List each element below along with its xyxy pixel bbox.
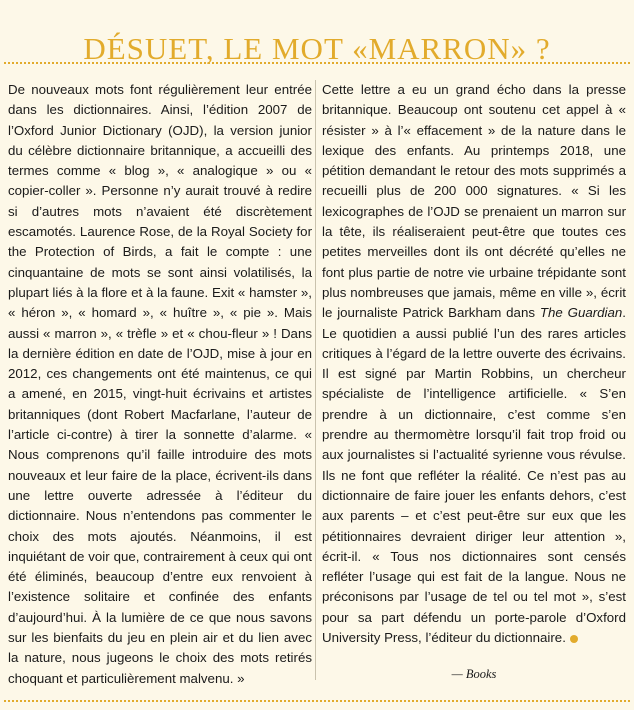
article-title: DÉSUET, LE MOT «MARRON» ? xyxy=(83,30,551,66)
right-column-text xyxy=(322,80,626,648)
right-text-part-1: Cette lettre a eu un grand écho dans la presse britannique. Beaucoup ont soutenu cet appel à « résister » à l’« effacement » de la nature dans le lexique des enfants. Au printemps 2018, une pétition demandant le retour des mots supprimés a recueilli plus de 200 000 signatures. « Si les lexicographes de l’OJD se prenaient un marron sur la tête, ils réaliseraient peut-être que toutes ces petites merveilles dont ils ont décrété qu’elles ne font plus partie de notre vie urbaine trépidante sont plus nombreuses que jamais, même en ville », écrit le journaliste Patrick Barkham dans xyxy=(322,82,626,321)
newspaper-name: The Guardian xyxy=(539,305,623,321)
left-column xyxy=(8,80,312,689)
article-source: — Books xyxy=(451,667,497,682)
right-column xyxy=(322,80,626,685)
left-column-text: De nouveaux mots font régulièrement leur entrée dans les dictionnaires. Ainsi, l’édition 2007 de l’Oxford Junior Dictionary (OJD), la version junior du célèbre dictionnaire britannique, a accueilli des termes comme « blog », « analogique » ou « copier-coller ». Personne n’y aurait trouvé à redire si d’autres mots n’avaient été discrètement escamotés. Laurence Rose, de la Royal Society for the Protection of Birds, a fait le compte : une cinquantaine de mots se sont ainsi volatilisés, la plupart liés à la flore et à la faune. Exit « hamster », « héron », « homard », « huître », « pie ». Mais aussi « marron », « trèfle » et « chou-fleur » ! Dans la dernière édition en date de l’OJD, mise à jour en 2012, ces changements ont été maintenus, ce qui a amené, en 2015, vingt-huit écrivains et artistes britanniques (dont Robert Macfarlane, l’auteur de l’article ci-contre) à tirer la sonnette d’alarme. « Nous comprenons qu’il faille introduire des mots nouveaux et leur faire de la place, écrivent-ils dans une lettre ouverte adressée à l’éditeur du dictionnaire. Nous n’entendons pas commenter le choix des mots ajoutés. Néanmoins, il est inquiétant de voir que, contrairement à ceux qui ont été éliminés, beaucoup d’entre eux renvoient à l’existence solitaire et confinée des enfants d’aujourd’hui. À la lumière de ce que nous savons sur les bienfaits du jeu en plein air et du lien avec la nature, nous jugeons le choix des mots retirés choquant et particulièrement malvenu. » xyxy=(8,82,312,686)
end-of-article-dot-icon xyxy=(570,635,578,643)
title-dotted-rule xyxy=(4,62,630,64)
right-text-part-2: . Le quotidien a aussi publié l’un des rares articles critiques à l’égard de la lettre ouverte des écrivains. Il est signé par Martin Robbins, un chercheur spécialiste de l’intelligence artificielle. « S’en prendre à un dictionnaire, c’est comme s’en prendre au thermomètre lorsqu’il fait trop froid ou aux journalistes si l’actualité syrienne vous révulse. Ils ne font que refléter la réalité. Ce n’est pas au dictionnaire de faire jouer les enfants dehors, c’est aux parents – et c’est peut-être sur eux que les pétitionnaires devraient diriger leur attention », écrit-il. « Tous nos dictionnaires sont censés refléter l’usage qui est fait de la langue. Nous ne préconisons par l’usage de tel ou tel mot », s’est pour sa part défendu un porte-parole d’Oxford University Press, l’éditeur du dictionnaire. xyxy=(322,305,626,646)
bottom-dotted-rule xyxy=(4,700,630,702)
column-divider xyxy=(315,80,316,680)
